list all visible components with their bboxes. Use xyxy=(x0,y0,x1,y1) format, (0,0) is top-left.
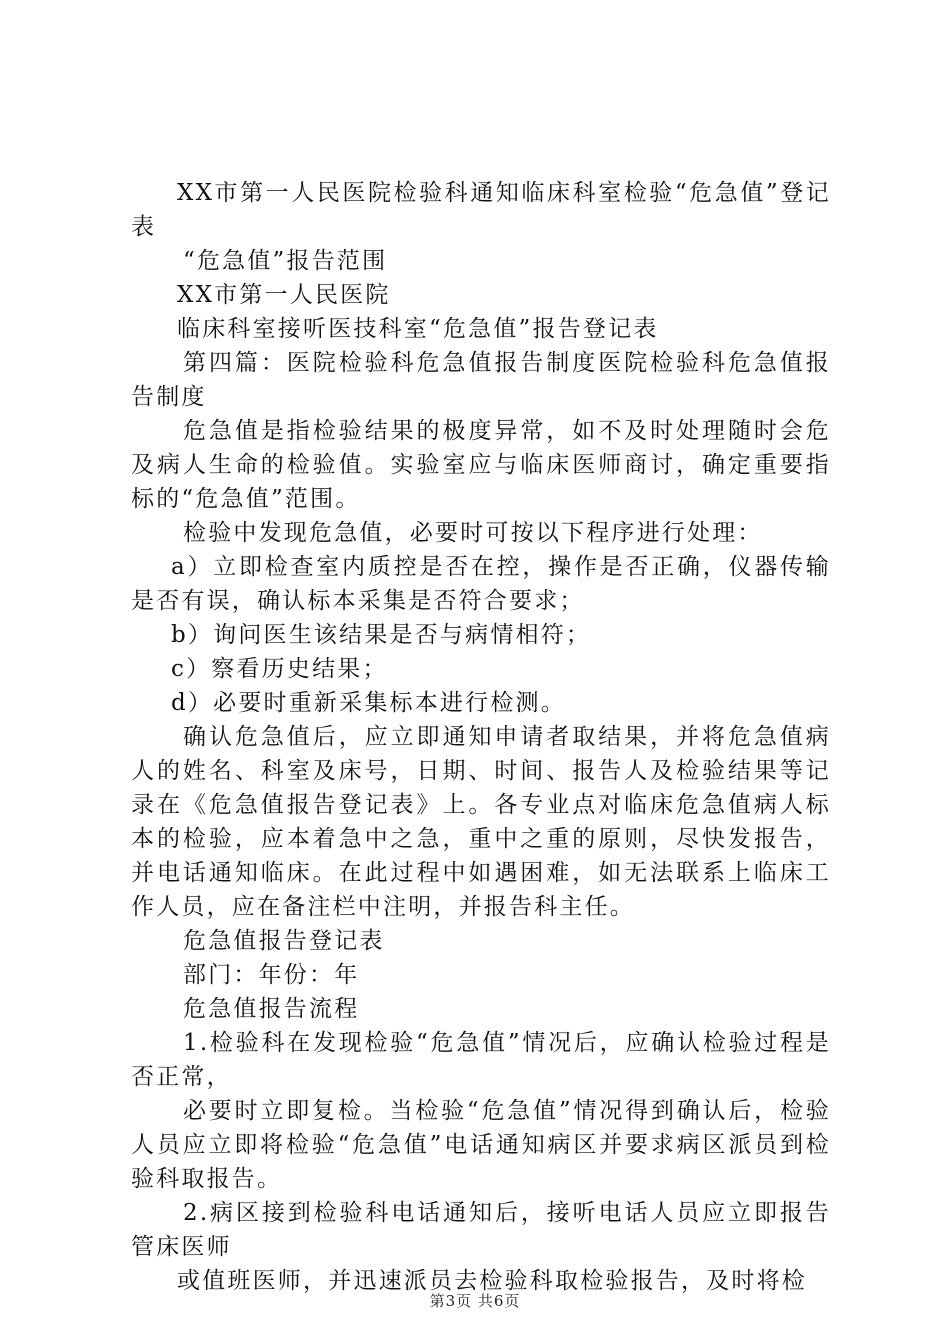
paragraph: 部门：年份：年 xyxy=(183,962,360,988)
paragraph: c）察看历史结果； xyxy=(171,656,388,682)
paragraph: 或值班医师，并迅速派员去检验科取检验报告，及时将检 xyxy=(177,1268,807,1294)
paragraph: 检验中发现危急值，必要时可按以下程序进行处理： xyxy=(183,520,763,546)
paragraph: XX市第一人民医院检验科通知临床科室检验“危急值”登记表 xyxy=(131,180,831,240)
paragraph: a）立即检查室内质控是否在控，操作是否正确，仪器传输是否有误，确认标本采集是否符合要求； xyxy=(131,554,831,614)
paragraph: “危急值”报告范围 xyxy=(183,248,388,274)
paragraph: 临床科室接听医技科室“危急值”报告登记表 xyxy=(177,316,659,342)
paragraph: 危急值报告流程 xyxy=(183,996,360,1022)
paragraph: 危急值报告登记表 xyxy=(183,928,385,954)
paragraph: d）必要时重新采集标本进行检测。 xyxy=(171,690,566,716)
paragraph: 必要时立即复检。当检验“危急值”情况得到确认后，检验人员应立即将检验“危急值”电话通知病区并要求病区派员到检验科取报告。 xyxy=(131,1098,831,1192)
document-body xyxy=(131,176,831,1298)
paragraph: 确认危急值后，应立即通知申请者取结果，并将危急值病人的姓名、科室及床号，日期、时间、报告人及检验结果等记录在《危急值报告登记表》上。各专业点对临床危急值病人标本的检验，应本着急中之急，重中之重的原则，尽快发报告，并电话通知临床。在此过程中如遇困难，如无法联系上临床工作人员，应在备注栏中注明，并报告科主任。 xyxy=(131,724,831,920)
paragraph: 2.病区接到检验科电话通知后，接听电话人员应立即报告管床医师 xyxy=(131,1200,831,1260)
paragraph: b）询问医生该结果是否与病情相符； xyxy=(171,622,592,648)
paragraph: 危急值是指检验结果的极度异常，如不及时处理随时会危及病人生命的检验值。实验室应与临床医师商讨，确定重要指标的“危急值”范围。 xyxy=(131,418,831,512)
paragraph: XX市第一人民医院 xyxy=(177,282,391,308)
paragraph: 第四篇：医院检验科危急值报告制度医院检验科危急值报告制度 xyxy=(131,350,831,410)
page-number-footer: 第3页 共6页 xyxy=(429,1292,521,1310)
paragraph: 1.检验科在发现检验“危急值”情况后，应确认检验过程是否正常， xyxy=(131,1030,831,1090)
